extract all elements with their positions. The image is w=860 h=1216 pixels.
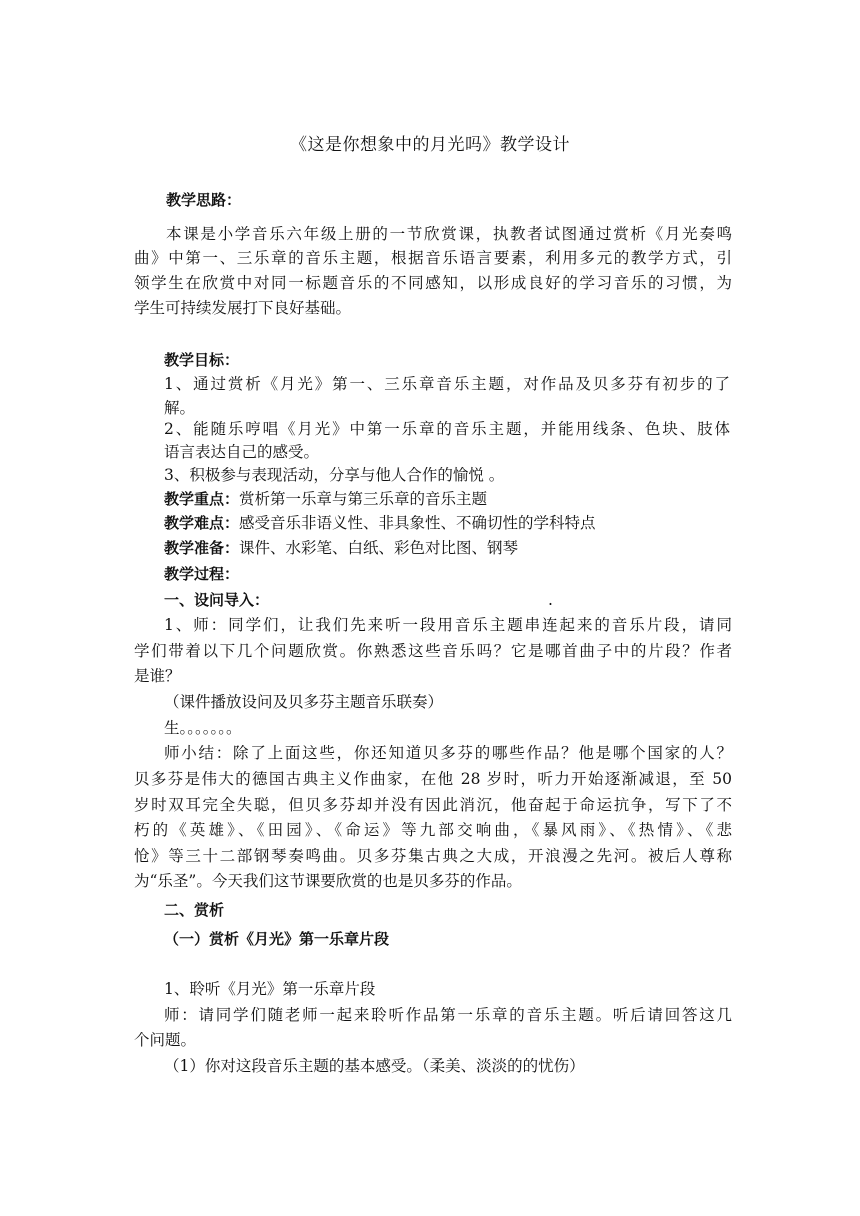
thinking-line: 学生可持续发展打下良好基础。 [134,299,352,317]
goal-line: 1、通过赏析《月光》第一、三乐章音乐主题，对作品及贝多芬有初步的了 [164,375,730,393]
key-point [164,487,764,511]
difficulty-text: 感受音乐非语义性、非具象性、不确切性的学科特点 [239,514,596,532]
teacher-line: 师：请同学们随老师一起来聆听作品第一乐章的音乐主题。听后请回答这几 [164,1006,732,1024]
teacher-line: 个问题。 [134,1031,197,1049]
student-response: 生。。。。。。。 [164,719,242,737]
summary-line: 为“乐圣”。今天我们这节课要欣赏的也是贝多芬的作品。 [134,872,522,890]
key-point-label: 教学重点： [164,490,240,508]
difficulty-label: 教学难点： [164,514,240,532]
section1-heading: 一、设问导入： [164,591,270,609]
section2-subheading: （一）赏析《月光》第一乐章片段 [164,930,390,948]
question-1: （1）你对这段音乐主题的基本感受。（柔美、淡淡的的忧伤） [164,1057,585,1075]
preparation [164,536,764,560]
summary-line: 怆》等三十二部钢琴奏鸣曲。贝多芬集古典之大成，开浪漫之先河。被后人尊称 [134,847,732,865]
preparation-text: 课件、水彩笔、白纸、彩色对比图、钢琴 [239,539,519,557]
section1-dot: . [548,591,553,609]
thinking-line: 领学生在欣赏中对同一标题音乐的不同感知，以形成良好的学习音乐的习惯，为 [134,274,732,292]
courseware-note: （课件播放设问及贝多芬主题音乐联奏） [164,693,444,711]
goal-line: 3、积极参与表现活动，分享与他人合作的愉悦 。 [164,466,505,484]
document-title: 《这是你想象中的月光吗》教学设计 [290,135,570,155]
summary-line: 岁时双耳完全失聪，但贝多芬却并没有因此消沉，他奋起于命运抗争，写下了不 [134,796,732,814]
listen-item: 1、聆听《月光》第一乐章片段 [164,980,376,998]
section2-heading: 二、赏析 [164,901,225,919]
preparation-label: 教学准备： [164,539,240,557]
thinking-heading: 教学思路： [166,191,242,209]
goals-heading: 教学目标： [164,351,240,369]
thinking-line: 本课是小学音乐六年级上册的一节欣赏课，执教者试图通过赏析《月光奏鸣 [166,225,732,243]
process-heading: 教学过程： [164,565,240,583]
intro-line: 1、师：同学们，让我们先来听一段用音乐主题串连起来的音乐片段，请同 [164,616,732,634]
intro-line: 是谁？ [134,667,181,685]
summary-line: 朽的《英雄》、《田园》、《命运》等九部交响曲，《暴风雨》、《热情》、《悲 [134,821,732,839]
difficulty [164,511,764,535]
summary-line: 师小结：除了上面这些，你还知道贝多芬的哪些作品？他是哪个国家的人？ [164,744,732,762]
goal-line: 语言表达自己的感受。 [164,443,320,461]
key-point-text: 赏析第一乐章与第三乐章的音乐主题 [239,490,488,508]
goal-line: 2、能随乐哼唱《月光》中第一乐章的音乐主题，并能用线条、色块、肢体 [164,420,730,438]
summary-line: 贝多芬是伟大的德国古典主义作曲家，在他 28 岁时，听力开始逐渐减退，至 50 [134,770,732,788]
thinking-line: 曲》中第一、三乐章的音乐主题，根据音乐语言要素，利用多元的教学方式，引 [134,249,732,267]
goal-line: 解。 [164,399,196,417]
intro-line: 学们带着以下几个问题欣赏。你熟悉这些音乐吗？它是哪首曲子中的片段？作者 [134,642,732,660]
